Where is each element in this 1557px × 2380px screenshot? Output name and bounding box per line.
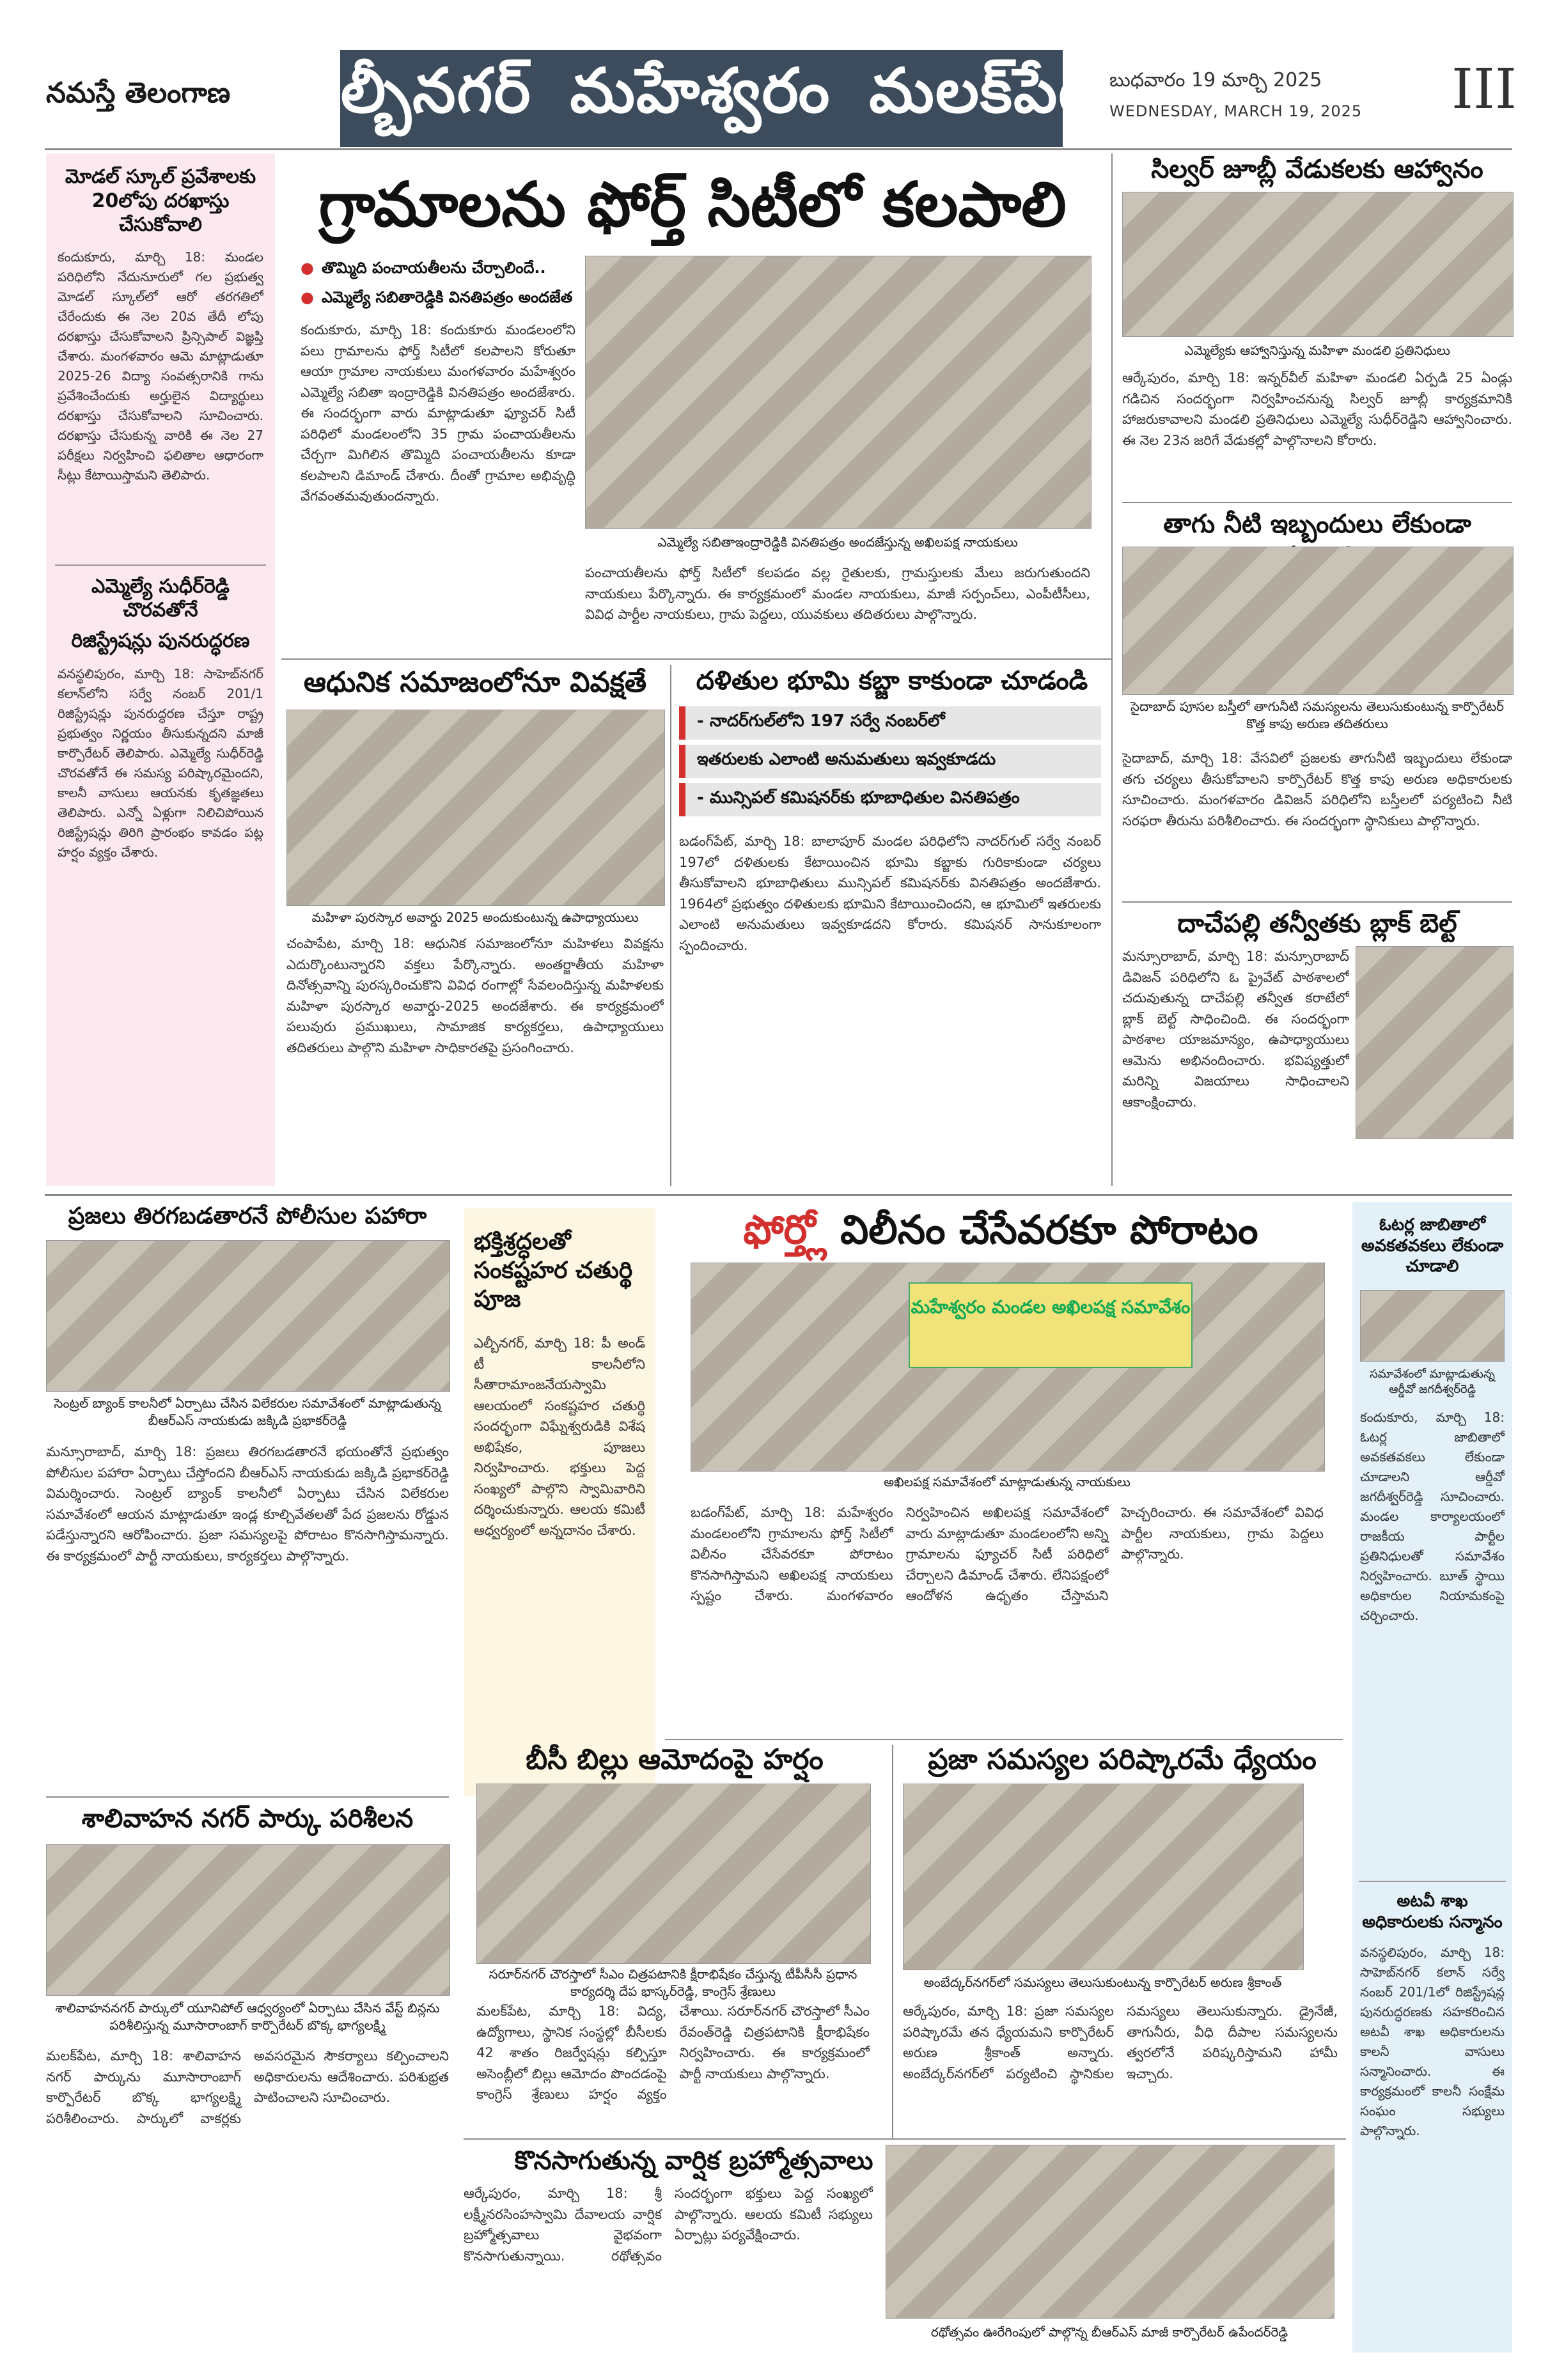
story-headline: కొనసాగుతున్న వార్షిక బ్రహ్మోత్సవాలు	[514, 2146, 873, 2175]
story-photo	[1122, 547, 1514, 695]
section-rule	[1122, 901, 1512, 903]
photo-caption: రథోత్సవం ఊరేగింపులో పాల్గొన్న బీఆర్ఎస్ మాజీ కార్పొరేటర్ ఉపేందర్‌రెడ్డి	[930, 2324, 1288, 2340]
article-text: మలక్‌పేట, మార్చి 18: శాలివాహన నగర్ పార్కును మూసారాంబాగ్ కార్పొరేటర్ బొక్క భాగ్యలక్ష్మి పరిశీలించారు. పార్కులో వాకర్లకు అవసరమైన సౌకర్యాలు కల్పించాలని అధికారులను ఆదేశించారు. పరిశుభ్రత పాటించాలని సూచించారు.	[46, 2048, 449, 2126]
sidebar-article-text: కందుకూరు, మార్చి 18: మండల పరిధిలోని నేదునూరులో గల ప్రభుత్వ మోడల్ స్కూల్‌లో ఆరో తరగతిలో చేరేందుకు ఈ నెల 20వ తేదీ లోపు దరఖాస్తు చేసుకోవాలని ప్రిన్సిపాల్ విజ్ఞప్తి చేశారు. మంగళవారం ఆమె మాట్లాడుతూ 2025-26 విద్యా సంవత్సరానికి గాను ప్రవేశించేందుకు అర్హులైన విద్యార్థులు దరఖాస్తు చేసుకోవాలని సూచించారు. దరఖాస్తు చేసుకున్న వారికి ఈ నెల 27 పరీక్షలు నిర్వహించి ఫలితాల ఆధారంగా సీట్లు కేటాయిస్తామని తెలిపారు.	[58, 249, 263, 483]
sidebar-headline: అటవీ శాఖ అధికారులకు సన్మానం	[1359, 1881, 1506, 1933]
photo-caption: అఖిలపక్ష సమావేశంలో మాట్లాడుతున్న నాయకులు	[884, 1474, 1131, 1489]
story-headline: ప్రజలు తిరగబడతారనే పోలీసుల పహారా	[68, 1203, 427, 1229]
column-rule	[892, 1745, 893, 2138]
photo-caption: సమావేశంలో మాట్లాడుతున్న ఆర్డీవో జగదీశ్వర్‌రెడ్డి	[1370, 1367, 1495, 1396]
story-headline: దళితుల భూమి కబ్జా కాకుండా చూడండి	[696, 666, 1088, 696]
page-number: III	[1451, 58, 1517, 121]
newspaper-brand: నమస్తే తెలంగాణ	[46, 77, 231, 109]
article-text: మలక్‌పేట, మార్చి 18: విద్య, ఉద్యోగాలు, స్థానిక సంస్థల్లో బీసీలకు 42 శాతం రిజర్వేషన్లు కల్పిస్తూ అసెంబ్లీలో బిల్లు ఆమోదం పొందడంపై కాంగ్రెస్ శ్రేణులు హర్షం వ్యక్తం చేశాయి. సరూర్‌నగర్ చౌరస్తాలో సీఎం రేవంత్‌రెడ్డి చిత్రపటానికి క్షీరాభిషేకం నిర్వహించారు. ఈ కార్యక్రమంలో పార్టీ నాయకులు పాల్గొన్నారు.	[476, 2003, 870, 2103]
sidebar-article-text: వనస్థలిపురం, మార్చి 18: సాహెబ్‌నగర్ కలాన్‌లోని సర్వే నంబర్ 201/1 రిజిస్ట్రేషన్లు పునరుద్ధరణ చేస్తూ రాష్ట్ర ప్రభుత్వం నిర్ణయం తీసుకున్నదని మాజీ కార్పొరేటర్ తెలిపారు. ఎమ్మెల్యే సుధీర్‌రెడ్డి చొరవతోనే ఈ సమస్య పరిష్కారమైందని, కాలనీ వాసులు ఆయనకు కృతజ్ఞతలు తెలిపారు. ఎన్నో ఏళ్లుగా నిలిచిపోయిన రిజిస్ట్రేషన్లు తిరిగి ప్రారంభం కావడం పట్ల హర్షం వ్యక్తం చేశారు.	[58, 666, 263, 860]
right-sidebar	[1352, 1202, 1512, 2353]
story-headline: సిల్వర్ జూబ్లీ వేడుకలకు ఆహ్వానం	[1151, 155, 1483, 184]
column-rule	[670, 665, 671, 1186]
sidebar-headline: మోడల్ స్కూల్ ప్రవేశాలకు 20లోపు దరఖాస్తు చేసుకోవాలి	[65, 166, 256, 236]
date-telugu: బుధవారం 19 మార్చి 2025	[1109, 69, 1322, 91]
photo-caption: సెంట్రల్ బ్యాంక్ కాలనీలో ఏర్పాటు చేసిన విలేకరుల సమావేశంలో మాట్లాడుతున్న బీఆర్ఎస్ నాయకుడు జక్కిడి ప్రభాకర్‌రెడ్డి	[54, 1396, 441, 1428]
article-text: ఆర్కేపురం, మార్చి 18: ప్రజా సమస్యల పరిష్కారమే తన ధ్యేయమని కార్పొరేటర్ అరుణ శ్రీకాంత్ అన్నారు. అంబేద్కర్‌నగర్‌లో పర్యటించి స్థానికుల సమస్యలు తెలుసుకున్నారు. డ్రైనేజీ, తాగునీరు, వీధి దీపాల సమస్యలను త్వరలోనే పరిష్కరిస్తామని హామీ ఇచ్చారు.	[903, 2003, 1338, 2081]
article-text: మన్సూరాబాద్, మార్చి 18: మన్సూరాబాద్ డివిజన్ పరిధిలోని ఓ ప్రైవేట్ పాఠశాలలో చదువుతున్న దాచేపల్లి తన్వీత కరాటేలో బ్లాక్ బెల్ట్ సాధించింది. ఈ సందర్భంగా పాఠశాల యాజమాన్యం, ఉపాధ్యాయులు ఆమెను అభినందించారు. భవిష్యత్తులో మరిన్ని విజయాలు సాధించాలని ఆకాంక్షించారు.	[1122, 949, 1349, 1110]
article-text: బడంగ్‌పేట్, మార్చి 18: బాలాపూర్ మండల పరిధిలోని నాదర్‌గుల్ సర్వే నంబర్ 197లో దళితులకు కేటాయించిన భూమి కబ్జాకు గురికాకుండా చర్యలు తీసుకోవాలని భూబాధితులు మున్సిపల్ కమిషనర్‌కు వినతిపత్రం అందజేశారు. 1964లో ప్రభుత్వం దళితులకు భూమిని కేటాయించిందని, ఆ భూమిలో ఇతరులకు ఎలాంటి అనుమతులు ఇవ్వకూడదని కోరారు. కమిషనర్ సానుకూలంగా స్పందించారు.	[679, 834, 1101, 953]
sidebar-headline: ఎమ్మెల్యే సుధీర్‌రెడ్డి చొరవతోనే	[55, 564, 266, 623]
date-english: WEDNESDAY, MARCH 19, 2025	[1109, 102, 1363, 120]
story-photo	[286, 710, 665, 906]
edition-name-2: మహేశ్వరం	[570, 55, 831, 127]
article-text: ఆర్కేపురం, మార్చి 18: శ్రీ లక్ష్మీనరసింహస్వామి దేవాలయ వార్షిక బ్రహ్మోత్సవాలు వైభవంగా కొనసాగుతున్నాయి. రథోత్సవం సందర్భంగా భక్తులు పెద్ద సంఖ్యలో పాల్గొన్నారు. ఆలయ కమిటీ సభ్యులు ఏర్పాట్లు పర్యవేక్షించారు.	[464, 2186, 873, 2264]
story-headline: దాచేపల్లి తన్వీతకు బ్లాక్ బెల్ట్	[1177, 909, 1457, 938]
lead-headline: గ్రామాలను ఫోర్త్ సిటీలో కలపాలి	[318, 169, 1067, 240]
masthead-rule	[45, 148, 1512, 150]
story-photo	[1122, 192, 1514, 337]
lead-photo	[585, 256, 1091, 529]
story-headline: భక్తిశ్రద్ధలతో సంకష్టహర చతుర్థి పూజ	[474, 1229, 633, 1312]
section-rule	[281, 658, 1113, 660]
section-rule	[1122, 502, 1512, 503]
photo-caption: సైదాబాద్ పూసల బస్తీలో తాగునీటి సమస్యలను తెలుసుకుంటున్న కార్పొరేటర్ కొత్త కాపు అరుణ తదితరులు	[1130, 699, 1504, 731]
story-point: - మున్సిపల్ కమిషనర్‌కు భూబాధితుల వినతిపత్రం	[679, 783, 1101, 816]
story-photo	[46, 1240, 450, 1392]
edition-name-3: మలక్‌పేట	[869, 55, 1107, 127]
section-rule	[45, 1194, 1512, 1196]
article-text: ఆర్కేపురం, మార్చి 18: ఇన్నర్‌వీల్ మహిళా మండలి ఏర్పడి 25 ఏండ్లు గడిచిన సందర్భంగా నిర్వహించనున్న సిల్వర్ జూబ్లీ కార్యక్రమానికి హాజరుకావాలని మండలి ప్రతినిధులు ఎమ్మెల్యే సుధీర్‌రెడ్డిని ఆహ్వానించారు. ఈ నెల 23న జరిగే వేడుకల్లో పాల్గొనాలని కోరారు.	[1122, 370, 1512, 448]
story-points	[679, 706, 1101, 816]
edition-banner	[295, 50, 1107, 147]
sidebar-article-text: కందుకూరు, మార్చి 18: ఓటర్ల జాబితాలో అవకతవకలు లేకుండా చూడాలని ఆర్డీవో జగదీశ్వర్‌రెడ్డి సూచించారు. మండల కార్యాలయంలో రాజకీయ పార్టీల ప్రతినిధులతో సమావేశం నిర్వహించారు. బూత్ స్థాయి అధికారుల నియామకంపై చర్చించారు.	[1360, 1410, 1505, 1624]
story-photo	[1356, 946, 1514, 1139]
article-text: చంపాపేట, మార్చి 18: ఆధునిక సమాజంలోనూ మహిళలు వివక్షను ఎదుర్కొంటున్నారని వక్తలు పేర్కొన్నారు. అంతర్జాతీయ మహిళా దినోత్సవాన్ని పురస్కరించుకొని వివిధ రంగాల్లో సేవలందిస్తున్న మహిళలకు మహిళా పురస్కార అవార్డు-2025 అందజేశారు. ఈ కార్యక్రమంలో పలువురు ప్రముఖులు, సామాజిక కార్యకర్తలు, ఉపాధ్యాయులు తదితరులు పాల్గొని మహిళా సాధికారతపై ప్రసంగించారు.	[286, 936, 664, 1055]
lead-bullet: ● తొమ్మిది పంచాయతీలను చేర్చాలిందే..	[301, 259, 546, 277]
article-text: బడంగ్‌పేట్, మార్చి 18: మహేశ్వరం మండలంలోని గ్రామాలను ఫోర్త్ సిటీలో విలీనం చేసేవరకూ పోరాటం కొనసాగిస్తామని అఖిలపక్ష నాయకులు స్పష్టం చేశారు. మంగళవారం నిర్వహించిన అఖిలపక్ష సమావేశంలో వారు మాట్లాడుతూ మండలంలోని అన్ని గ్రామాలను ఫ్యూచర్ సిటీ పరిధిలో చేర్చాలని డిమాండ్ చేశారు. లేనిపక్షంలో ఆందోళన ఉధృతం చేస్తామని హెచ్చరించారు. ఈ సమావేశంలో వివిధ పార్టీల నాయకులు, గ్రామ పెద్దలు పాల్గొన్నారు.	[691, 1505, 1324, 1604]
sidebar-headline: ఓటర్ల జాబితాలో అవకతవకలు లేకుండా చూడాలి	[1361, 1215, 1504, 1276]
meeting-banner: మహేశ్వరం మండల అఖిలపక్ష సమావేశం	[909, 1282, 1193, 1368]
section-rule	[464, 2138, 1346, 2140]
lead-bullets	[301, 259, 582, 310]
story-headline: శాలివాహన నగర్ పార్కు పరిశీలన	[81, 1804, 414, 1833]
section-rule	[46, 1796, 449, 1798]
edition-name-1: ఎల్బీనగర్	[295, 55, 532, 127]
sidebar-article-text: వనస్థలిపురం, మార్చి 18: సాహెబ్‌నగర్ కలాన్ సర్వే నంబర్ 201/1లో రిజిస్ట్రేషన్ల పునరుద్ధరణకు సహకరించిన అటవీ శాఖ అధికారులను కాలనీ వాసులు సన్మానించారు. ఈ కార్యక్రమంలో కాలనీ సంక్షేమ సంఘం సభ్యులు పాల్గొన్నారు.	[1360, 1945, 1505, 2139]
story-headline: బీసీ బిల్లు ఆమోదంపై హర్షం	[526, 1743, 824, 1776]
story-headline: తాగు నీటి ఇబ్బందులు లేకుండా	[1163, 509, 1471, 539]
photo-caption: అంబేద్కర్‌నగర్‌లో సమస్యలు తెలుసుకుంటున్న కార్పొరేటర్ అరుణ శ్రీకాంత్	[923, 1975, 1282, 1990]
lead-bullet: ● ఎమ్మెల్యే సబితారెడ్డికి వినతిపత్రం అందజేత	[301, 288, 573, 306]
photo-caption: శాలివాహననగర్ పార్కులో యూనిపోల్ ఆధ్వర్యంలో ఏర్పాటు చేసిన వేస్ట్ బిన్లను పరిశీలిస్తున్న మూసారాంబాగ్ కార్పొరేటర్ బొక్క భాగ్యలక్ష్మి	[55, 2000, 440, 2033]
headline-text: లో విలీనం చేసేవరకూ పోరాటం	[826, 1206, 1258, 1253]
story-headline: ప్రజా సమస్యల పరిష్కారమే ధ్యేయం	[928, 1743, 1317, 1776]
column-rule	[1111, 153, 1113, 1186]
lead-photo-caption: ఎమ్మెల్యే సబితాఇంద్రారెడ్డికి వినతిపత్రం అందజేస్తున్న అఖిలపక్ష నాయకులు	[657, 534, 1018, 550]
sidebar-photo	[1360, 1290, 1505, 1362]
story-headline: ఆధునిక సమాజంలోనూ వివక్షతే	[303, 666, 647, 699]
lead-article-text: కందుకూరు, మార్చి 18: కందుకూరు మండలంలోని పలు గ్రామాలను ఫోర్త్ సిటీలో కలపాలని కోరుతూ ఆయా గ్రామాల నాయకులు మంగళవారం మహేశ్వరం ఎమ్మెల్యే సబితా ఇంద్రారెడ్డికి వినతిపత్రం అందజేశారు. ఈ సందర్భంగా వారు మాట్లాడుతూ ఫ్యూచర్ సిటీ పరిధిలో మండలంలోని 35 గ్రామ పంచాయతీలను చేర్చగా మిగిలిన తొమ్మిది పంచాయతీలను కూడా కలపాలని డిమాండ్ చేశారు. దీంతో గ్రామాల అభివృద్ధి వేగవంతమవుతుందన్నారు.	[301, 322, 575, 504]
story-photo	[886, 2145, 1334, 2319]
article-text: మన్సూరాబాద్, మార్చి 18: ప్రజలు తిరగబడతారనే భయంతోనే ప్రభుత్వం పోలీసుల పహారా ఏర్పాటు చేస్తోందని బీఆర్ఎస్ నాయకుడు జక్కిడి ప్రభాకర్‌రెడ్డి విమర్శించారు. సెంట్రల్ బ్యాంక్ కాలనీలో ఏర్పాటు చేసిన విలేకరుల సమావేశంలో ఆయన మాట్లాడుతూ ఇండ్ల కూల్చివేతలతో పేద ప్రజలను రోడ్డున పడేస్తున్నారని ఆరోపించారు. ప్రజా సమస్యలపై పోరాటం కొనసాగిస్తామన్నారు. ఈ కార్యక్రమంలో పార్టీ నాయకులు, కార్యకర్తలు పాల్గొన్నారు.	[46, 1444, 449, 1564]
story-photo	[476, 1784, 871, 1964]
photo-caption: మహిళా పురస్కార అవార్డు 2025 అందుకుంటున్న ఉపాధ్యాయులు	[311, 910, 639, 925]
story-headline	[665, 1205, 1336, 1255]
section-rule	[665, 1739, 1343, 1740]
left-sidebar	[46, 153, 275, 1186]
story-photo	[691, 1263, 1325, 1472]
article-text: సైదాబాద్, మార్చి 18: వేసవిలో ప్రజలకు తాగునీటి ఇబ్బందులు లేకుండా తగు చర్యలు తీసుకోవాలని కార్పొరేటర్ కొత్త కాపు అరుణ అధికారులకు సూచించారు. మంగళవారం డివిజన్ పరిధిలోని బస్తీలలో పర్యటించి నీటి సరఫరా తీరును పరిశీలించారు. ఈ సందర్భంగా స్థానికులు పాల్గొన్నారు.	[1122, 751, 1512, 828]
story-photo	[46, 1844, 450, 1996]
story-point: - నాదర్‌గుల్‌లోని 197 సర్వే నంబర్‌లో	[679, 706, 1101, 740]
story-photo	[903, 1784, 1304, 1970]
chaturthi-box	[464, 1208, 655, 1796]
article-text: ఎల్బీనగర్, మార్చి 18: పీ అండ్ టీ కాలనీలోని సీతారామాంజనేయస్వామి ఆలయంలో సంకష్టహర చతుర్థి సందర్భంగా విఘ్నేశ్వరుడికి విశేష అభిషేకం, పూజలు నిర్వహించారు. భక్తులు పెద్ద సంఖ్యలో పాల్గొని స్వామివారిని దర్శించుకున్నారు. ఆలయ కమిటీ ఆధ్వర్యంలో అన్నదానం చేశారు.	[474, 1335, 645, 1538]
sidebar-subheadline: రిజిస్ట్రేషన్లు పునరుద్ధరణ	[71, 629, 250, 652]
story-point: ఇతరులకు ఎలాంటి అనుమతులు ఇవ్వకూడదు	[679, 745, 1101, 778]
headline-highlight: ఫోర్త్	[743, 1206, 827, 1253]
lead-article-continued: పంచాయతీలను ఫోర్త్ సిటీలో కలపడం వల్ల రైతులకు, గ్రామస్తులకు మేలు జరుగుతుందని నాయకులు పేర్కొన్నారు. ఈ కార్యక్రమంలో మండల నాయకులు, మాజీ సర్పంచ్‌లు, ఎంపీటీసీలు, వివిధ పార్టీల నాయకులు, గ్రామ పెద్దలు, యువకులు తదితరులు పాల్గొన్నారు.	[585, 565, 1090, 623]
photo-caption: ఎమ్మెల్యేకు ఆహ్వానిస్తున్న మహిళా మండలి ప్రతినిధులు	[1184, 343, 1450, 358]
photo-caption: సరూర్‌నగర్ చౌరస్తాలో సీఎం చిత్రపటానికి క్షీరాభిషేకం చేస్తున్న టీపీసీసీ ప్రధాన కార్యదర్శి దేప భాస్కర్‌రెడ్డి, కాంగ్రెస్ శ్రేణులు	[489, 1966, 857, 1999]
